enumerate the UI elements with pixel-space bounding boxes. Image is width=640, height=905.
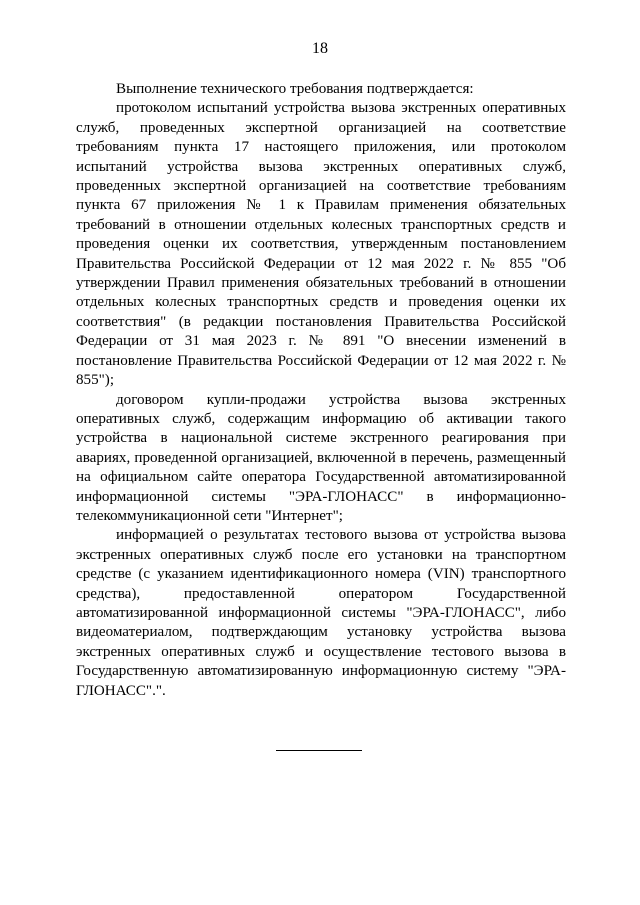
page-number: 18 — [312, 40, 328, 57]
paragraph-intro: Выполнение технического требования подтверждается: — [116, 81, 474, 97]
paragraph-sale-contract: договором купли-продажи устройства вызова экстренных оперативных служб, содержащим информацию об активации такого устройства в национальной системе экстренного реагирования при авариях, проведенной организацией, включенной в перечень, размещенный на официальном сайте оператора Государственной автоматизированной информационной системы "ЭРА-ГЛОНАСС" в информационно-телекоммуникационной сети "Интернет"; — [76, 391, 566, 524]
paragraph-test-call-info: информацией о результатах тестового вызова от устройства вызова экстренных оперативных служб после его установки на транспортном средстве (с указанием идентификационного номера (VIN) транспортного средства), предоставленной оператором Государственной автоматизированной информационной системы "ЭРА-ГЛОНАСС", либо видеоматериалом, подтверждающим установку устройства вызова экстренных оперативных служб и осуществление тестового вызова в Государственную автоматизированную информационную систему "ЭРА-ГЛОНАСС".". — [76, 527, 566, 699]
document-body — [76, 80, 566, 701]
paragraph-test-protocol: протоколом испытаний устройства вызова экстренных оперативных служб, проведенных экспертной организацией на соответствие требованиям пункта 17 настоящего приложения, или протоколом испытаний устройства вызова экстренных оперативных служб, проведенных экспертной организацией на соответствие требованиям пункта 67 приложения № 1 к Правилам применения обязательных требований в отношении отдельных колесных транспортных средств и проведения оценки их соответствия, утвержденным постановлением Правительства Российской Федерации от 12 мая 2022 г. № 855 "Об утверждении Правил применения обязательных требований в отношении отдельных колесных транспортных средств и проведения оценки их соответствия" (в редакции постановления Правительства Российской Федерации от 31 мая 2023 г. № 891 "О внесении изменений в постановление Правительства Российской Федерации от 12 мая 2022 г. № 855"); — [76, 100, 566, 389]
end-of-document-rule — [276, 750, 362, 751]
